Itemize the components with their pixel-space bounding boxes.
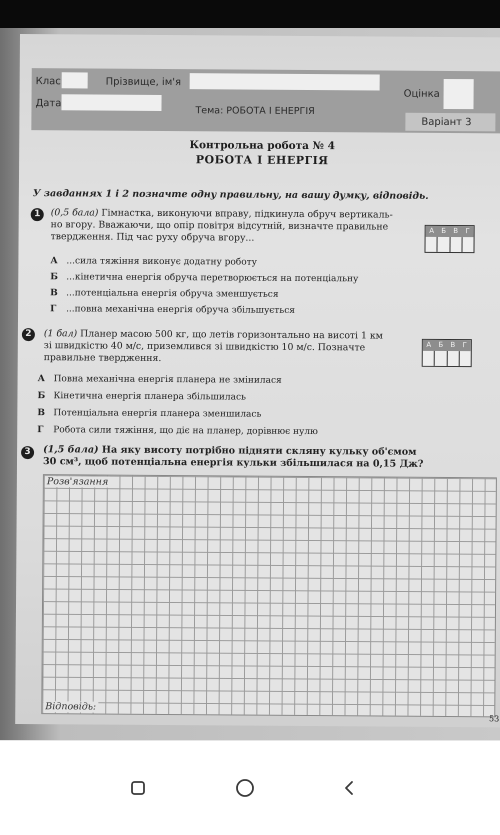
class-label: Клас [35,76,61,88]
test-title: Контрольна робота № 4 [189,139,336,153]
back-chevron-icon[interactable] [337,775,363,801]
answer-cell-a[interactable] [425,237,437,252]
grade-field [443,79,473,109]
date-label: Дата [35,98,62,110]
question-3-text: (1,5 бала) На яку висоту потрібно підняти скляну кульку об'ємом 30 см³, щоб потенціальна енергія кульки збільшилася на 0,15 Дж? [42,444,424,470]
name-label: Прізвище, ім'я [105,76,182,89]
android-nav-bar [0,740,500,835]
answer-cell-c[interactable] [450,237,462,252]
date-field [61,94,161,111]
document-photo [0,28,500,740]
answer-cell-d[interactable] [459,351,470,366]
question-1-option: В ...потенціальна енергія обруча зменшується [50,288,279,300]
question-1-answer-grid[interactable]: А Б В Г [424,225,474,253]
status-bar [0,0,500,28]
solution-label: Розв'язання [46,476,109,488]
answer-cell-a[interactable] [423,351,435,366]
question-2-points: (1 бал) [43,328,78,340]
answer-cell-b[interactable] [435,351,447,366]
question-2-option: А Повна механічна енергія планера не змінилася [37,374,282,386]
question-1-number: 1 [31,208,44,221]
grade-label: Оцінка [403,88,440,100]
answer-cell-b[interactable] [438,237,450,252]
question-3-points: (1,5 бала) [43,444,99,456]
variant-label: Варіант 3 [421,116,472,129]
question-1-option: Б ...кінетична енергія обруча перетворюється на потенціальну [50,272,359,285]
question-2-answer-grid[interactable]: А Б В Г [422,339,472,367]
question-2-option: Г Робота сили тяжіння, що діє на планер, дорівнює нулю [37,425,318,438]
question-3-number: 3 [21,446,34,459]
header-band [31,68,500,133]
theme-label: Тема: РОБОТА І ЕНЕРГІЯ [195,105,315,118]
name-field [190,73,380,90]
answer-cell-d[interactable] [462,237,473,252]
page-number: 53 [489,714,500,724]
instructions: У завданнях 1 і 2 позначте одну правильну, на вашу думку, відповідь. [32,188,429,202]
test-subtitle: РОБОТА І ЕНЕРГІЯ [195,153,329,168]
home-icon[interactable] [232,775,258,801]
question-2-number: 2 [22,328,35,341]
class-field [62,72,88,88]
answer-cell-c[interactable] [447,351,459,366]
solution-grid[interactable] [41,474,497,717]
question-2-text: (1 бал) Планер масою 500 кг, що летів горизонтально на висоті 1 км зі швидкістю 40 м/с, приземлився зі швидкістю 10 м/с. Позначте правильне твердження. [43,328,383,364]
answer-label: Відповідь: [45,701,97,713]
question-2-option: В Потенціальна енергія планера зменшилась [37,408,262,420]
question-1-text: (0,5 бала) Гімнастка, виконуючи вправу, підкинула обруч вертикаль- но вгору. Вважаючи, що опір повітря відсутній, визначте правильне твердження. Під час руху обруча вгору... [50,207,393,244]
question-1-points: (0,5 бала) [50,207,99,219]
question-2-option: Б Кінетична енергія планера збільшилась [37,391,246,403]
worksheet-page [15,34,500,727]
question-1-option: Г ...повна механічна енергія обруча збільшується [50,304,295,316]
recent-apps-icon[interactable] [125,775,151,801]
question-1-option: А ...сила тяжіння виконує додатну роботу [50,256,257,268]
